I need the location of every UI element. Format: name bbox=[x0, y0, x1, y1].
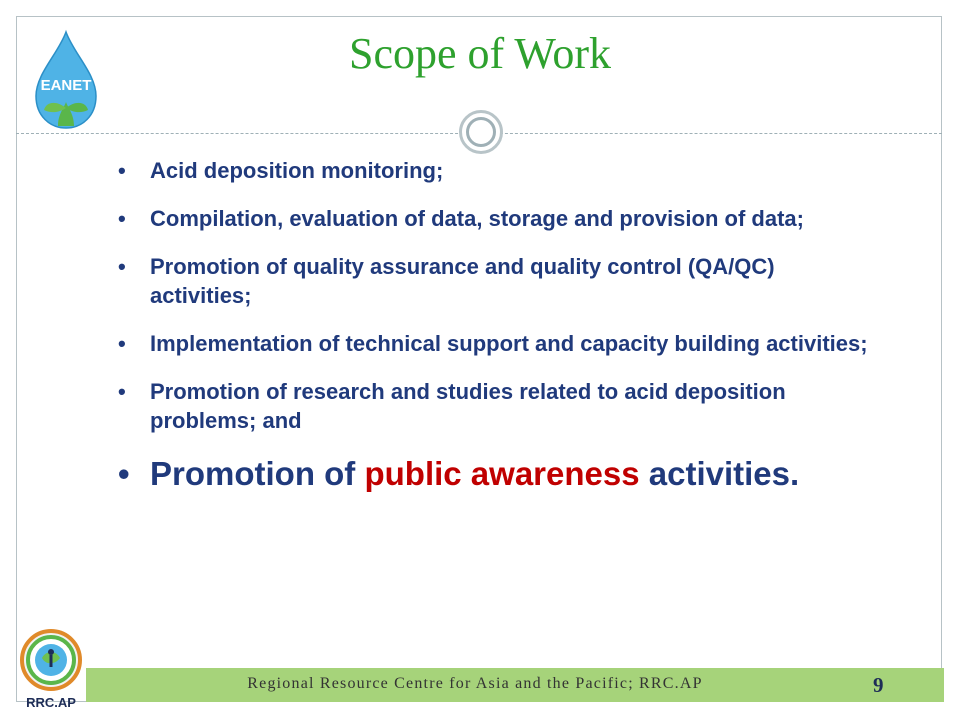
footer-bar bbox=[86, 668, 944, 702]
bullet-text-after: activities. bbox=[639, 455, 800, 492]
slide-title: Scope of Work bbox=[348, 29, 612, 78]
bullet-icon: • bbox=[118, 206, 126, 231]
bullet-text: Acid deposition monitoring; bbox=[150, 158, 444, 183]
ring-icon bbox=[459, 110, 503, 154]
bullet-list bbox=[118, 156, 878, 513]
bullet-text: Compilation, evaluation of data, storage and provision of data; bbox=[150, 206, 804, 231]
bullet-icon: • bbox=[118, 331, 126, 356]
bullet-text: Promotion of quality assurance and quality control (QA/QC) activities; bbox=[150, 254, 775, 308]
list-item bbox=[118, 156, 878, 185]
bullet-highlight: public awareness bbox=[364, 455, 640, 492]
list-item bbox=[118, 252, 878, 310]
footer-text: Regional Resource Centre for Asia and the Pacific; RRC.AP bbox=[247, 675, 703, 692]
list-item bbox=[118, 204, 878, 233]
bullet-icon: • bbox=[118, 254, 126, 279]
bullet-icon: • bbox=[118, 455, 130, 492]
bullet-text: Implementation of technical support and capacity building activities; bbox=[150, 331, 868, 356]
bullet-text-before: Promotion of bbox=[150, 455, 365, 492]
list-item bbox=[118, 377, 878, 435]
list-item bbox=[118, 329, 878, 358]
bullet-icon: • bbox=[118, 158, 126, 183]
eanet-logo-text: EANET bbox=[40, 77, 92, 94]
list-item-emphasis bbox=[118, 454, 878, 494]
rrcap-logo-text: RRC.AP bbox=[26, 695, 76, 710]
bullet-icon: • bbox=[118, 379, 126, 404]
page-number: 9 bbox=[873, 673, 884, 697]
rrcap-logo bbox=[18, 628, 84, 712]
bullet-text: Promotion of research and studies related to acid deposition problems; and bbox=[150, 379, 786, 433]
